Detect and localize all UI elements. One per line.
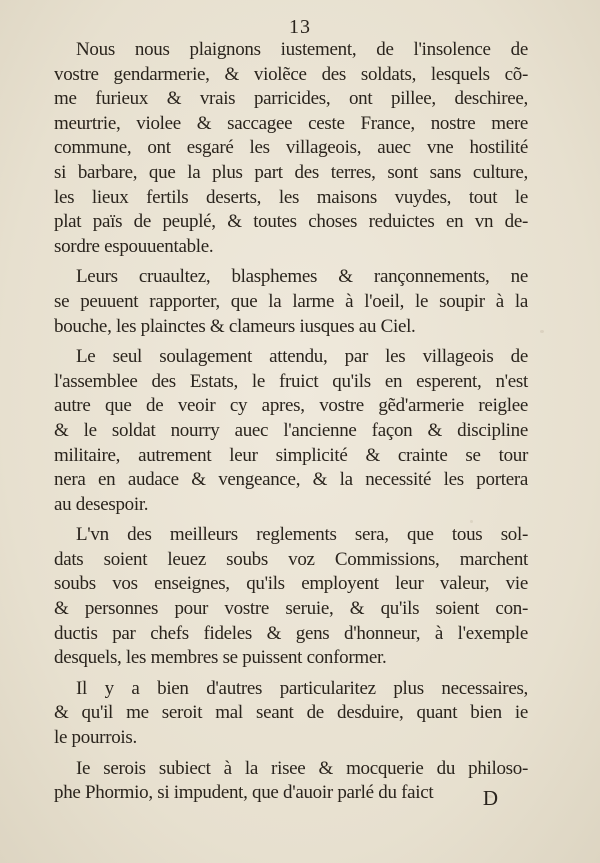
text-line: Nous nous plaignons iustement, de l'insolence de bbox=[76, 39, 528, 60]
text-line: militaire, autrement leur simplicité & crainte se tour bbox=[54, 444, 528, 466]
paper-spot bbox=[540, 330, 544, 333]
text-line: bouche, les plainctes & clameurs iusques au Ciel. bbox=[54, 315, 416, 337]
text-line: phe Phormio, si impudent, que d'auoir parlé du faict bbox=[54, 782, 434, 804]
paragraph bbox=[54, 757, 528, 806]
catchword: D bbox=[482, 786, 498, 810]
text-line: me furieux & vrais parricides, ont pillee, deschiree, bbox=[54, 88, 528, 110]
paragraph bbox=[54, 523, 528, 671]
paragraph bbox=[54, 677, 528, 751]
text-line: nera en audace & vengeance, & la necessité les portera bbox=[54, 469, 528, 491]
text-line: & personnes pour vostre seruie, & qu'ils soient con- bbox=[54, 598, 528, 620]
text-line: dats soient leuez soubs voz Commissions, marchent bbox=[54, 548, 528, 570]
text-line: desquels, les membres se puissent conformer. bbox=[54, 647, 387, 669]
text-line: si barbare, que la plus part des terres, sont sans culture, bbox=[54, 161, 528, 183]
text-line: sordre espouuentable. bbox=[54, 235, 214, 257]
text-line: ductis par chefs fideles & gens d'honneur, à l'exemple bbox=[54, 622, 528, 644]
text-line: meurtrie, violee & saccagee ceste France, nostre mere bbox=[54, 112, 528, 134]
text-line: & le soldat nourry auec l'ancienne façon & discipline bbox=[54, 419, 528, 441]
text-line: plat païs de peuplé, & toutes choses reduictes en vn de- bbox=[54, 211, 528, 233]
text-line: Leurs cruaultez, blasphemes & rançonnements, ne bbox=[76, 266, 528, 288]
text-line: & qu'il me seroit mal seant de desduire, quant bien ie bbox=[54, 702, 528, 724]
paragraph bbox=[54, 265, 528, 339]
text-line: les lieux fertils deserts, les maisons vuydes, tout le bbox=[54, 186, 528, 208]
page-number: 13 bbox=[289, 16, 311, 38]
text-line: l'assemblee des Estats, le fruict qu'ils en esperent, n'est bbox=[54, 370, 528, 392]
paragraph bbox=[54, 38, 528, 259]
text-line: commune, ont esgaré les villageois, auec vne hostilité bbox=[54, 137, 528, 159]
text-line: vostre gendarmerie, & violẽce des soldats, lesquels cõ- bbox=[54, 63, 528, 85]
text-line: Il y a bien d'autres particularitez plus necessaires, bbox=[76, 677, 528, 699]
paragraph bbox=[54, 345, 528, 517]
body-text bbox=[54, 38, 528, 806]
text-line: se peuuent rapporter, que la larme à l'oeil, le soupir à la bbox=[54, 290, 528, 312]
text-line: Ie serois subiect à la risee & mocquerie du philoso- bbox=[76, 757, 528, 779]
text-line: L'vn des meilleurs reglements sera, que tous sol- bbox=[76, 524, 528, 546]
text-line: soubs vos enseignes, qu'ils employent leur valeur, vie bbox=[54, 573, 528, 595]
text-line: autre que de veoir cy apres, vostre gẽd'armerie reiglee bbox=[54, 395, 528, 417]
text-line: au desespoir. bbox=[54, 493, 149, 515]
text-line: le pourrois. bbox=[54, 727, 137, 749]
text-line: Le seul soulagement attendu, par les villageois de bbox=[76, 346, 528, 368]
